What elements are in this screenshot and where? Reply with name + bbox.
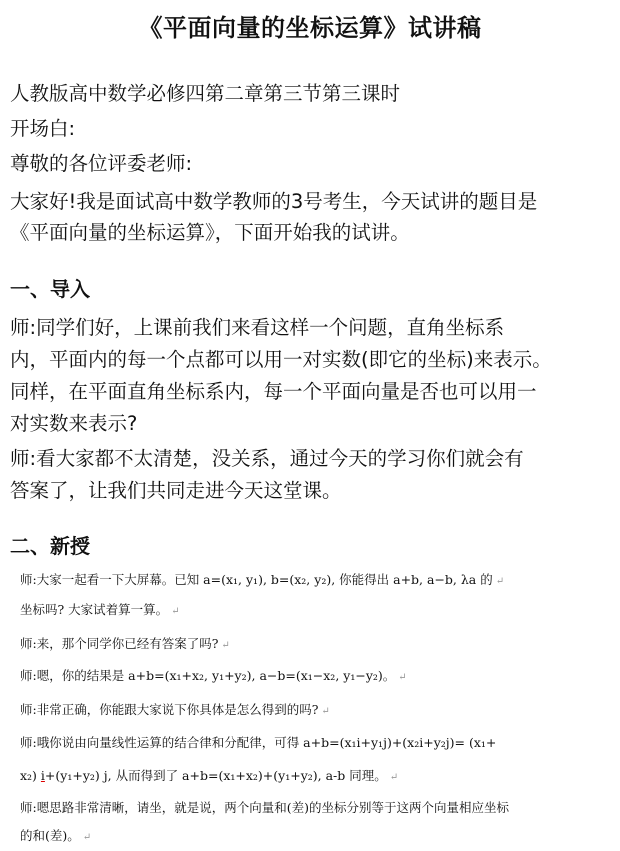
section1-paragraph2-line-2: 答案了，让我们共同走进今天这堂课。 xyxy=(10,479,342,502)
return-mark: ↵ xyxy=(221,640,230,651)
section1-paragraph1-line-2: 内，平面内的每一个点都可以用一对实数(即它的坐标)来表示。 xyxy=(10,348,552,371)
dialogue-line-1: 师:大家一起看一下大屏幕。已知 a=(x₁, y₁), b=(x₂, y₂), 你能得出 a+b, a−b, λa 的 ↵ xyxy=(20,572,505,587)
section-heading-intro: 一、导入 xyxy=(10,277,90,301)
section-heading-new-lesson: 二、新授 xyxy=(10,534,90,558)
return-mark: ↵ xyxy=(82,832,92,843)
opening-label: 开场白: xyxy=(10,117,76,140)
dialogue-line-5: 师:非常正确，你能跟大家说下你具体是怎么得到的吗? ↵ xyxy=(20,702,330,717)
return-mark: ↵ xyxy=(495,576,505,587)
course-info: 人教版高中数学必修四第二章第三节第三课时 xyxy=(10,82,401,105)
dialogue-line-8: 师:嗯思路非常清晰，请坐，就是说，两个向量和(差)的坐标分别等于这两个向量相应坐标 xyxy=(20,800,509,815)
intro-paragraph-line-1: 大家好!我是面试高中数学教师的3号考生，今天试讲的题目是 xyxy=(10,190,538,213)
dialogue-line-7: x₂) i+(y₁+y₂) j, 从而得到了 a+b=(x₁+x₂)+(y₁+y₂), a-b 同理。 ↵ xyxy=(20,768,399,783)
return-mark: ↵ xyxy=(321,706,330,717)
dialogue-line-9: 的和(差)。 ↵ xyxy=(20,828,92,843)
section1-paragraph2-line-1: 师:看大家都不太清楚，没关系，通过今天的学习你们就会有 xyxy=(10,447,524,470)
section1-paragraph1-line-1: 师:同学们好，上课前我们来看这样一个问题，直角坐标系 xyxy=(10,316,505,339)
intro-paragraph-line-2: 《平面向量的坐标运算》，下面开始我的试讲。 xyxy=(10,221,410,244)
section1-paragraph1-line-3: 同样，在平面直角坐标系内，每一个平面向量是否也可以用一 xyxy=(10,380,537,403)
return-mark: ↵ xyxy=(398,672,407,683)
return-mark: ↵ xyxy=(171,606,180,617)
return-mark: ↵ xyxy=(389,772,399,783)
greeting: 尊敬的各位评委老师: xyxy=(10,152,193,175)
document-title: 《平面向量的坐标运算》试讲稿 xyxy=(138,14,482,42)
dialogue-line-4: 师:嗯，你的结果是 a+b=(x₁+x₂, y₁+y₂), a−b=(x₁−x₂, y₁−y₂)。 ↵ xyxy=(20,668,407,683)
dialogue-line-6: 师:哦你说由向量线性运算的结合律和分配律，可得 a+b=(x₁i+y₁j)+(x₂i+y₂j)= (x₁+ xyxy=(20,735,497,750)
dialogue-line-2: 坐标吗? 大家试着算一算。 ↵ xyxy=(20,602,180,617)
dialogue-line-3: 师:来，那个同学你已经有答案了吗? ↵ xyxy=(20,636,230,651)
section1-paragraph1-line-4: 对实数来表示? xyxy=(10,412,138,435)
